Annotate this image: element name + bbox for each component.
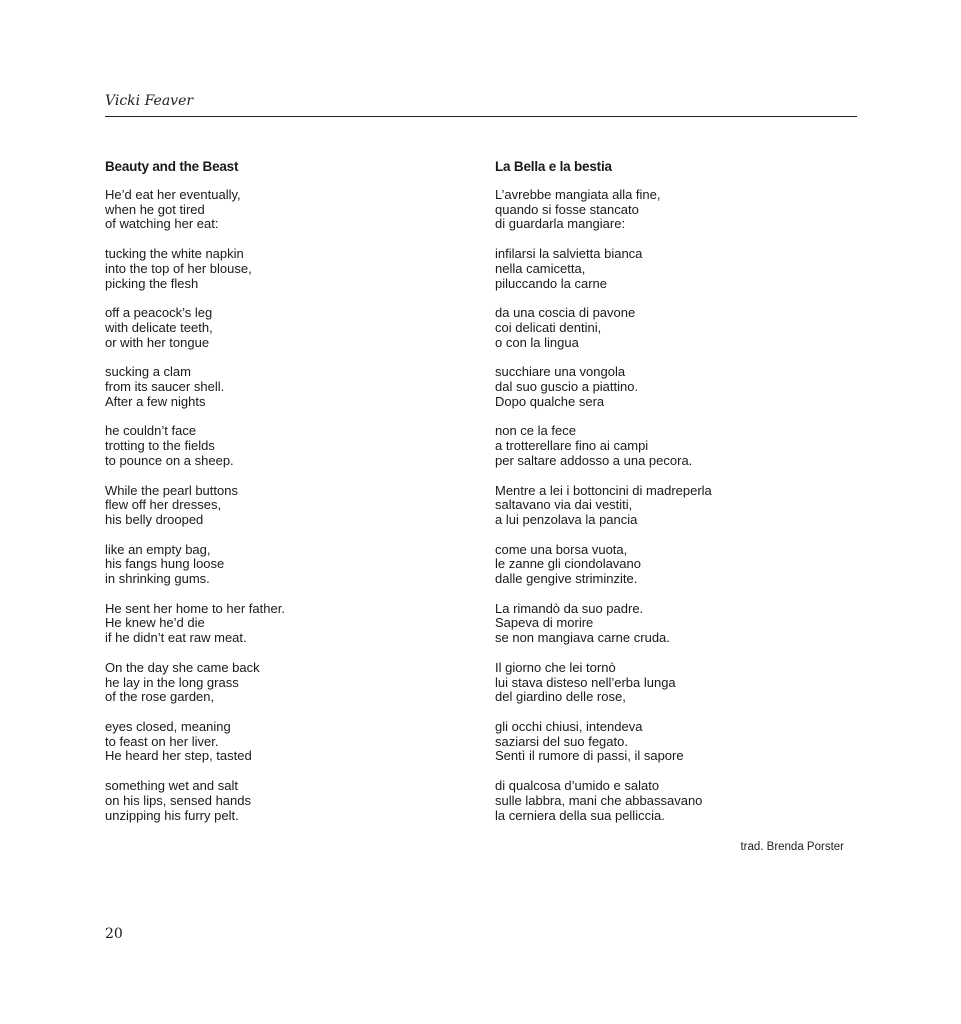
poem-line: if he didn’t eat raw meat. — [105, 630, 247, 646]
poem-line: Sapeva di morire — [495, 615, 594, 631]
poem-line: he couldn’t face — [105, 423, 197, 439]
stanza — [105, 720, 465, 764]
poem-line: per saltare addosso a una pecora. — [495, 452, 693, 468]
translator-credit: trad. Brenda Porster — [740, 841, 844, 853]
poem-line: La rimandò da suo padre. — [495, 600, 644, 616]
poem-line: da una coscia di pavone — [495, 305, 636, 321]
poem-line: infilarsi la salvietta bianca — [495, 246, 643, 262]
poem-line: On the day she came back — [105, 659, 260, 675]
poem-line: into the top of her blouse, — [105, 260, 252, 276]
poem-line: succhiare una vongola — [495, 364, 626, 380]
poem-line: Mentre a lei i bottoncini di madreperla — [495, 482, 712, 498]
stanza — [105, 188, 465, 232]
english-stanzas — [105, 188, 465, 823]
poem-line: lui stava disteso nell’erba lunga — [495, 674, 676, 690]
poem-line: a trotterellare fino ai campi — [495, 438, 649, 454]
poem-line: with delicate teeth, — [105, 319, 213, 335]
poem-line: di qualcosa d’umido e salato — [495, 778, 660, 794]
poem-line: come una borsa vuota, — [495, 541, 628, 557]
stanza — [105, 779, 465, 823]
poem-line: Sentì il rumore di passi, il sapore — [495, 748, 684, 764]
poem-line: le zanne gli ciondolavano — [495, 556, 641, 572]
poem-line: to pounce on a sheep. — [105, 452, 234, 468]
stanza — [105, 247, 465, 291]
stanza — [495, 365, 857, 409]
poem-line: L’avrebbe mangiata alla fine, — [495, 187, 661, 202]
stanza — [495, 543, 857, 587]
poem-line: or with her tongue — [105, 334, 210, 350]
stanza — [495, 779, 857, 823]
page-number: 20 — [105, 926, 123, 942]
poem-line: quando si fosse stancato — [495, 201, 639, 217]
poem-line: flew off her dresses, — [105, 497, 222, 513]
stanza — [495, 247, 857, 291]
poem-line: gli occhi chiusi, intendeva — [495, 718, 643, 734]
running-head-author: Vicki Feaver — [105, 93, 194, 109]
poem-line: sulle labbra, mani che abbassavano — [495, 792, 703, 808]
poem-line: coi delicati dentini, — [495, 319, 602, 335]
poem-line: saziarsi del suo fegato. — [495, 733, 628, 749]
english-poem — [105, 158, 465, 838]
stanza — [495, 720, 857, 764]
poem-line: like an empty bag, — [105, 541, 211, 557]
stanza — [105, 602, 465, 646]
poem-line: He heard her step, tasted — [105, 748, 252, 764]
poem-line: tucking the white napkin — [105, 246, 244, 262]
stanza — [495, 484, 857, 528]
stanza — [105, 306, 465, 350]
poem-line: of the rose garden, — [105, 689, 215, 705]
stanza — [495, 661, 857, 705]
poem-line: saltavano via dai vestiti, — [495, 497, 633, 513]
poem-line: del giardino delle rose, — [495, 689, 626, 705]
stanza — [495, 306, 857, 350]
italian-poem — [495, 158, 857, 838]
stanza — [495, 602, 857, 646]
poem-line: picking the flesh — [105, 275, 199, 291]
italian-stanzas — [495, 188, 857, 823]
poem-line: eyes closed, meaning — [105, 718, 231, 734]
poem-line: on his lips, sensed hands — [105, 792, 251, 808]
italian-poem-title: La Bella e la bestia — [495, 159, 612, 174]
poem-line: Il giorno che lei tornò — [495, 659, 616, 675]
poem-line: of watching her eat: — [105, 216, 219, 232]
poem-line: o con la lingua — [495, 334, 579, 350]
poem-line: He’d eat her eventually, — [105, 187, 241, 202]
poem-line: After a few nights — [105, 393, 206, 409]
poem-line: to feast on her liver. — [105, 733, 219, 749]
stanza — [105, 661, 465, 705]
poem-line: la cerniera della sua pelliccia. — [495, 807, 665, 823]
poem-line: his belly drooped — [105, 511, 204, 527]
stanza — [495, 188, 857, 232]
stanza — [105, 424, 465, 468]
header-rule — [105, 116, 857, 117]
poem-line: non ce la fece — [495, 423, 576, 439]
poem-line: nella camicetta, — [495, 260, 586, 276]
poem-line: Dopo qualche sera — [495, 393, 605, 409]
poem-line: in shrinking gums. — [105, 571, 210, 587]
poem-line: sucking a clam — [105, 364, 191, 380]
poem-line: piluccando la carne — [495, 275, 608, 291]
poem-line: While the pearl buttons — [105, 482, 238, 498]
poem-line: di guardarla mangiare: — [495, 216, 626, 232]
english-poem-title: Beauty and the Beast — [105, 159, 239, 174]
poem-line: a lui penzolava la pancia — [495, 511, 638, 527]
stanza — [105, 365, 465, 409]
poem-line: something wet and salt — [105, 778, 238, 794]
poem-line: He knew he’d die — [105, 615, 205, 631]
poem-line: he lay in the long grass — [105, 674, 239, 690]
poem-line: dal suo guscio a piattino. — [495, 379, 639, 395]
stanza — [495, 424, 857, 468]
poem-line: trotting to the fields — [105, 438, 215, 454]
poem-line: dalle gengive striminzite. — [495, 571, 638, 587]
poem-line: off a peacock’s leg — [105, 305, 213, 321]
poem-line: when he got tired — [105, 201, 205, 217]
poem-line: unzipping his furry pelt. — [105, 807, 239, 823]
stanza — [105, 543, 465, 587]
poem-line: He sent her home to her father. — [105, 600, 285, 616]
poem-line: his fangs hung loose — [105, 556, 225, 572]
poem-line: se non mangiava carne cruda. — [495, 630, 670, 646]
poem-line: from its saucer shell. — [105, 379, 225, 395]
stanza — [105, 484, 465, 528]
